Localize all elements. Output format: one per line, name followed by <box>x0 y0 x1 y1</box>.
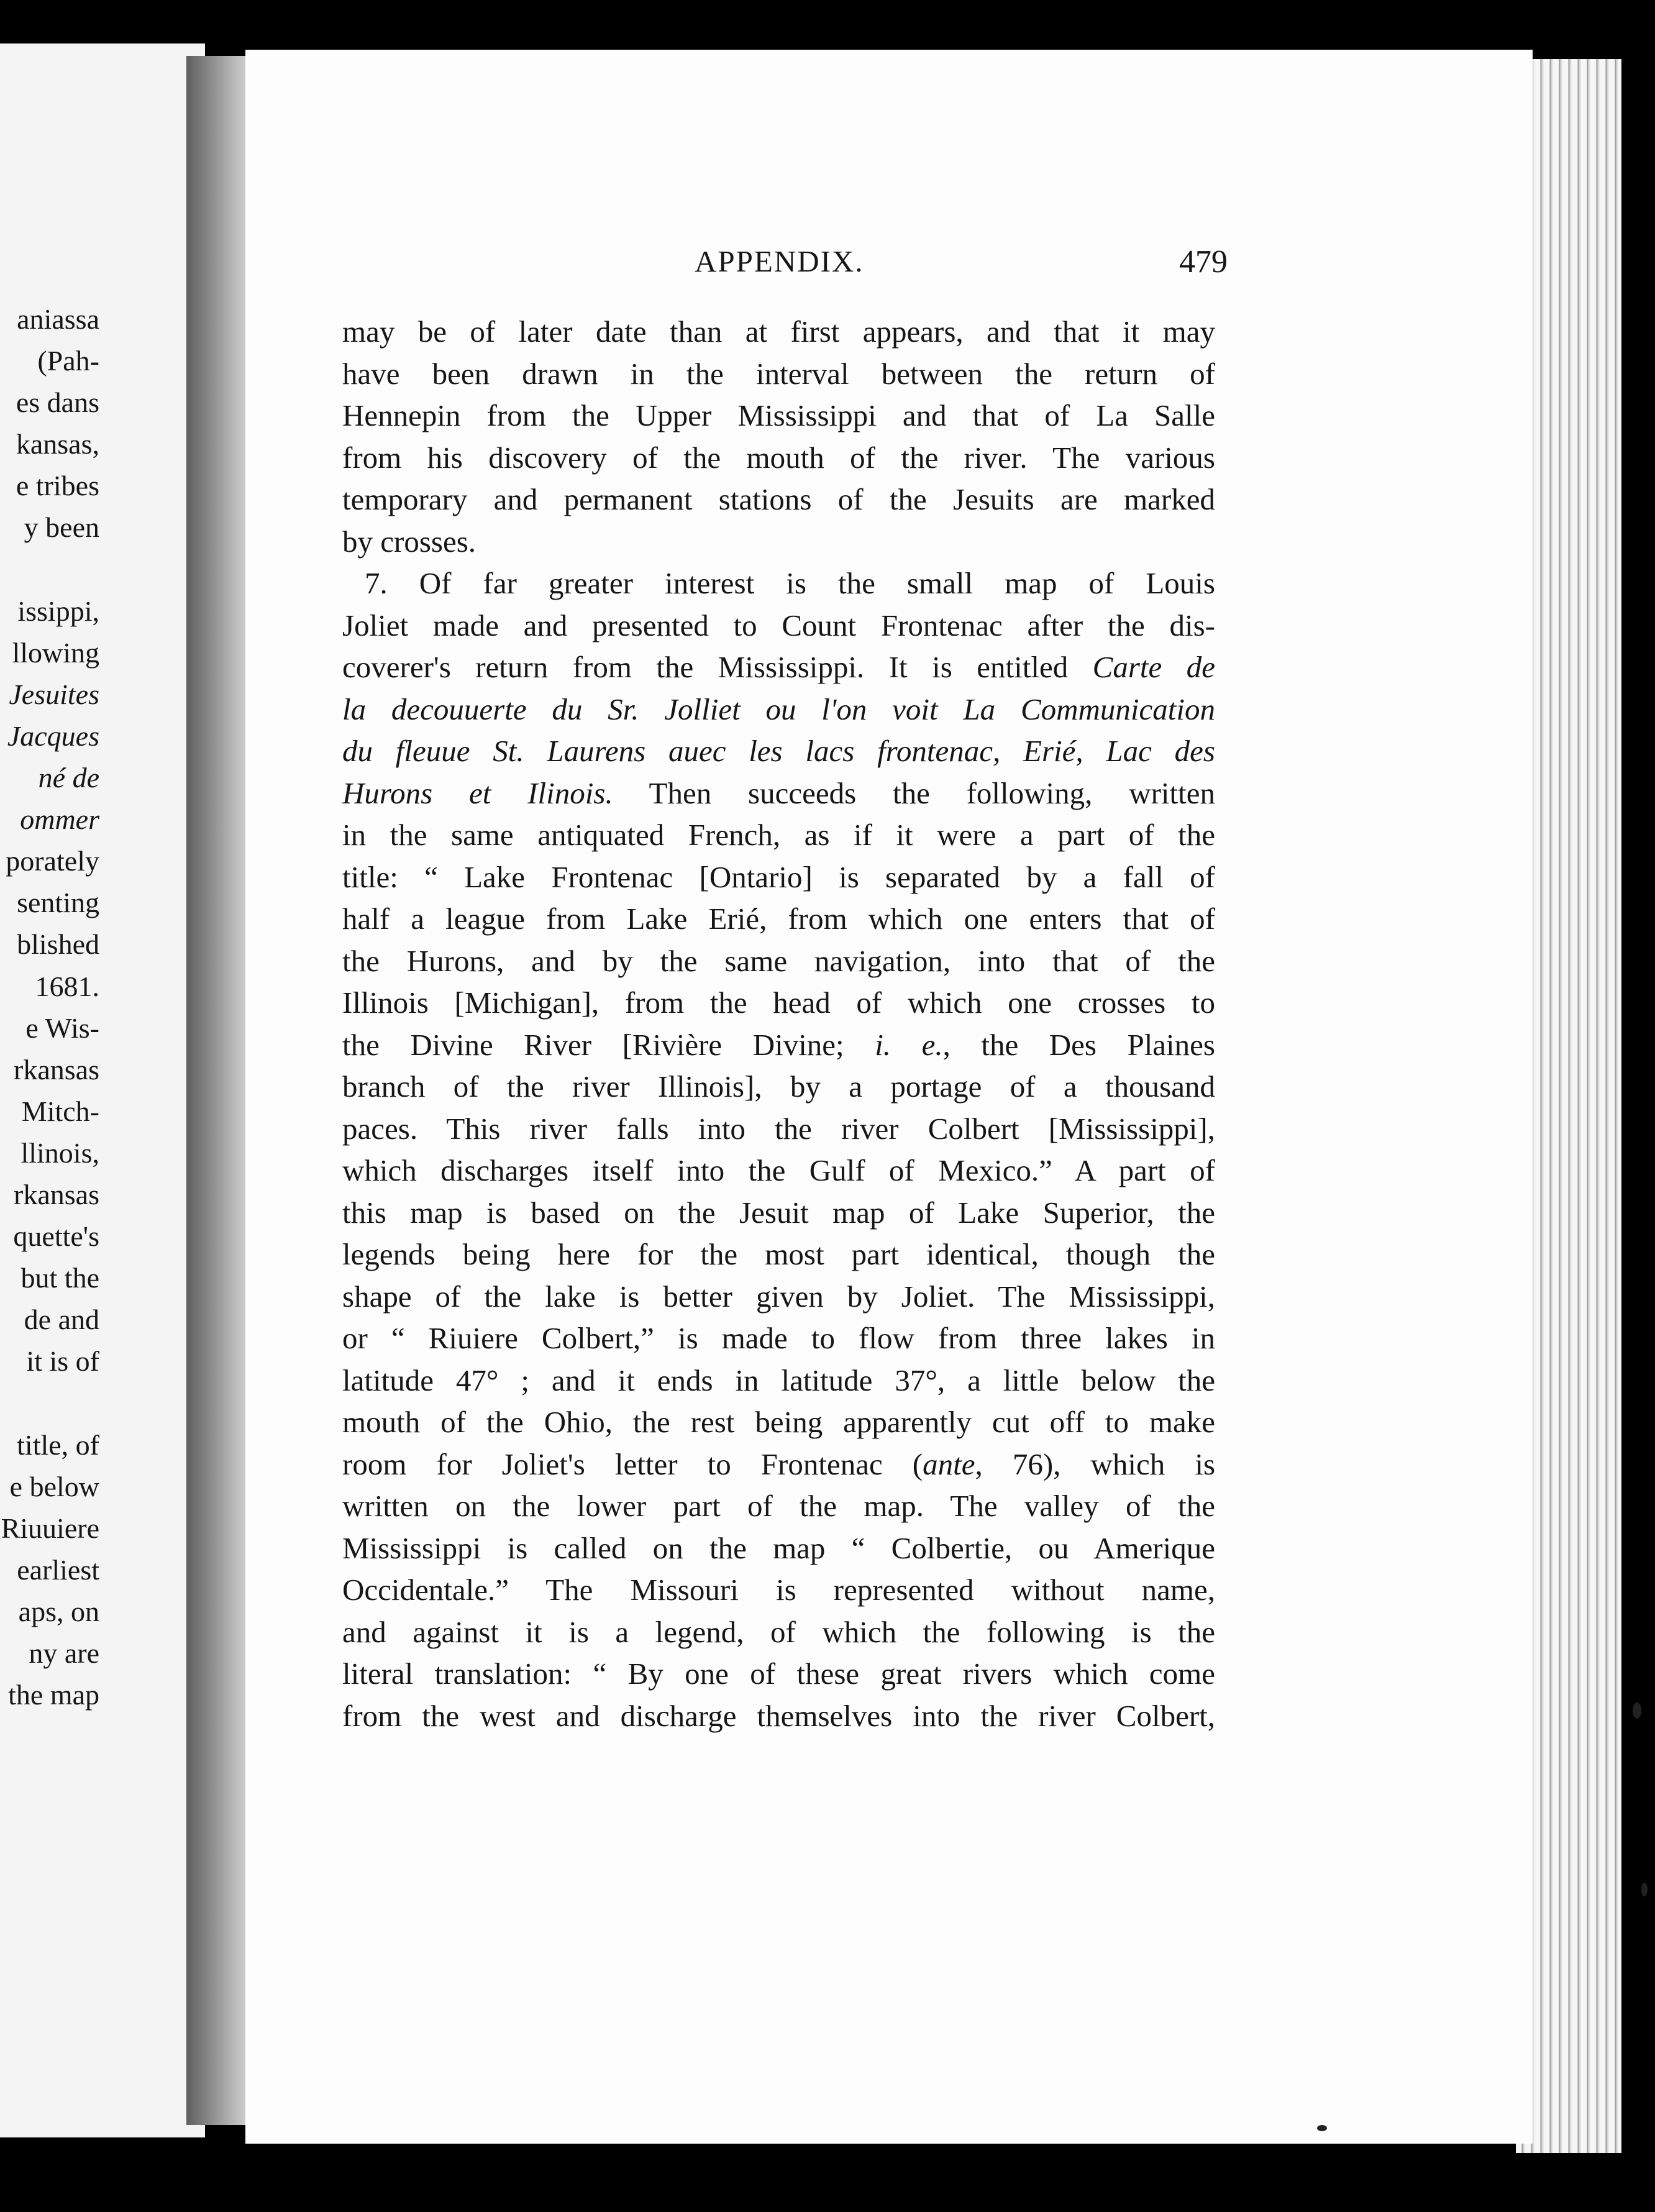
body-line <box>342 478 1215 521</box>
text-run: Hennepin from the Upper Mississippi and that of La Salle <box>342 398 1215 432</box>
left-page-line: e Wis- <box>25 1012 99 1044</box>
text-run: Then succeeds the following, written <box>613 775 1215 810</box>
body-line <box>342 1276 1215 1318</box>
text-run: legends being here for the most part identical, though the <box>342 1237 1215 1271</box>
text-run: written on the lower part of the map. The valley of the <box>342 1489 1215 1523</box>
body-line <box>342 1401 1215 1443</box>
scan-speck <box>1317 2125 1327 2131</box>
left-page-line <box>1 549 99 590</box>
body-line <box>342 982 1215 1024</box>
running-head <box>695 244 1228 281</box>
left-page-line: Riuuiere <box>1 1512 99 1544</box>
body-line <box>342 856 1215 898</box>
left-page-line: y been <box>24 511 99 544</box>
text-run: paces. This river falls into the river Colbert [Mississippi], <box>342 1111 1215 1146</box>
text-run: Occidentale.” The Missouri is represented without name, <box>342 1573 1215 1607</box>
body-line <box>342 1527 1215 1570</box>
text-run: Joliet made and presented to Count Frontenac after the dis- <box>342 608 1215 642</box>
body-line <box>342 1569 1215 1611</box>
left-page-line: 1681. <box>35 970 99 1002</box>
scan-speck <box>1633 1702 1641 1719</box>
book-gutter-shadow <box>186 56 255 2125</box>
left-page-line: llowing <box>12 636 99 669</box>
italic-text: Carte de <box>1092 650 1215 684</box>
text-run: and against it is a legend, of which the following is the <box>342 1614 1215 1649</box>
left-page-text-fragments <box>1 298 99 1716</box>
left-page-line: the map <box>8 1679 99 1711</box>
body-line <box>342 940 1215 982</box>
text-run: or “ Riuiere Colbert,” is made to flow from three lakes in <box>342 1321 1215 1355</box>
body-line <box>342 688 1215 731</box>
left-page-line <box>1 1382 99 1424</box>
text-run: 7. Of far greater interest is the small map of Louis <box>365 566 1215 600</box>
text-run: from his discovery of the mouth of the river. The various <box>342 440 1215 475</box>
left-facing-page <box>0 43 205 2137</box>
text-run: the Hurons, and by the same navigation, into that of the <box>342 943 1215 978</box>
left-page-line: porately <box>6 845 99 877</box>
left-page-line: rkansas <box>14 1053 99 1085</box>
text-run: mouth of the Ohio, the rest being apparently cut off to make <box>342 1405 1215 1439</box>
left-page-line: Jesuites <box>9 678 99 710</box>
left-page-line: né de <box>38 762 99 794</box>
text-run: half a league from Lake Erié, from which one enters that of <box>342 902 1215 936</box>
text-run: which discharges itself into the Gulf of Mexico.” A part of <box>342 1153 1215 1187</box>
italic-text: la decouuerte du Sr. Jolliet ou l'on voit La Communication <box>342 692 1215 726</box>
body-line <box>342 437 1215 479</box>
running-title: APPENDIX. <box>695 244 864 278</box>
text-run: Illinois [Michigan], from the head of which one crosses to <box>342 985 1215 1020</box>
left-page-line: Mitch- <box>21 1095 99 1127</box>
left-page-line: rkansas <box>14 1178 99 1210</box>
body-line <box>342 814 1215 856</box>
body-line <box>342 1360 1215 1402</box>
body-line <box>342 1653 1215 1695</box>
text-run: by crosses. <box>342 524 476 559</box>
italic-text: du fleuue St. Laurens auec les lacs frontenac, Erié, Lac des <box>342 734 1215 768</box>
left-page-line: issippi, <box>17 595 99 627</box>
left-page-line: de and <box>24 1304 99 1336</box>
text-run: title: “ Lake Frontenac [Ontario] is separated by a fall of <box>342 859 1215 894</box>
italic-text: ante <box>923 1446 975 1481</box>
left-page-line: title, of <box>17 1428 99 1461</box>
text-run: coverer's return from the Mississippi. It is entitled <box>342 650 1093 684</box>
left-page-line: e below <box>9 1470 99 1502</box>
text-run: shape of the lake is better given by Joliet. The Mississippi, <box>342 1279 1215 1314</box>
left-page-line: blished <box>17 928 99 961</box>
text-run: the Divine River [Rivière Divine; <box>342 1027 875 1062</box>
left-page-line: it is of <box>26 1345 99 1378</box>
body-line <box>342 395 1215 437</box>
left-page-line: aniassa <box>17 303 99 335</box>
text-run: , the Des Plaines <box>942 1027 1215 1062</box>
text-run: room for Joliet's letter to Frontenac ( <box>342 1446 923 1481</box>
body-line <box>342 1443 1215 1486</box>
page-number: 479 <box>1179 244 1228 280</box>
body-line <box>342 1611 1215 1653</box>
italic-text: i. e. <box>875 1027 943 1062</box>
text-run: have been drawn in the interval between the return of <box>342 356 1215 391</box>
body-line <box>342 1233 1215 1276</box>
text-run: from the west and discharge themselves into the river Colbert, <box>342 1698 1215 1733</box>
body-line <box>342 1317 1215 1360</box>
text-run: branch of the river Illinois], by a portage of a thousand <box>342 1069 1215 1104</box>
scan-speck <box>1641 1883 1648 1896</box>
body-line <box>342 1108 1215 1150</box>
left-page-line: senting <box>17 887 99 919</box>
text-run: literal translation: “ By one of these great rivers which come <box>342 1657 1215 1691</box>
body-line <box>342 1024 1215 1066</box>
body-line <box>342 1192 1215 1234</box>
left-page-line: ny are <box>29 1637 99 1669</box>
text-run: in the same antiquated French, as if it were a part of the <box>342 818 1215 852</box>
text-run: may be of later date than at first appears, and that it may <box>342 314 1215 349</box>
text-run: , 76), which is <box>975 1446 1216 1481</box>
left-page-line: quette's <box>13 1220 99 1253</box>
left-page-line: earliest <box>17 1553 99 1586</box>
left-page-line: Jacques <box>7 720 99 752</box>
left-page-line: but the <box>21 1262 99 1294</box>
body-line <box>342 646 1215 688</box>
left-page-line: ommer <box>20 803 99 836</box>
body-line <box>342 1695 1215 1737</box>
left-page-line: (Pah- <box>37 345 99 377</box>
text-run: temporary and permanent stations of the Jesuits are marked <box>342 482 1215 516</box>
body-line <box>342 521 1215 563</box>
left-page-line: e tribes <box>16 470 99 502</box>
body-text <box>342 311 1215 1737</box>
body-line <box>342 898 1215 940</box>
body-line <box>342 1066 1215 1108</box>
italic-text: Hurons et Ilinois. <box>342 775 613 810</box>
body-line <box>342 562 1215 605</box>
body-line <box>342 1149 1215 1192</box>
left-page-line: aps, on <box>18 1595 99 1627</box>
body-line <box>342 772 1215 815</box>
body-line <box>342 730 1215 772</box>
text-run: Mississippi is called on the map “ Colbertie, ou Amerique <box>342 1530 1215 1565</box>
body-line <box>342 1485 1215 1527</box>
left-page-line: llinois, <box>21 1136 99 1169</box>
body-line <box>342 605 1215 647</box>
left-page-line: es dans <box>16 386 99 419</box>
left-page-line: kansas, <box>16 428 99 460</box>
body-line <box>342 353 1215 395</box>
text-run: latitude 47° ; and it ends in latitude 37°, a little below the <box>342 1363 1215 1397</box>
text-run: this map is based on the Jesuit map of Lake Superior, the <box>342 1195 1215 1230</box>
body-line <box>342 311 1215 353</box>
